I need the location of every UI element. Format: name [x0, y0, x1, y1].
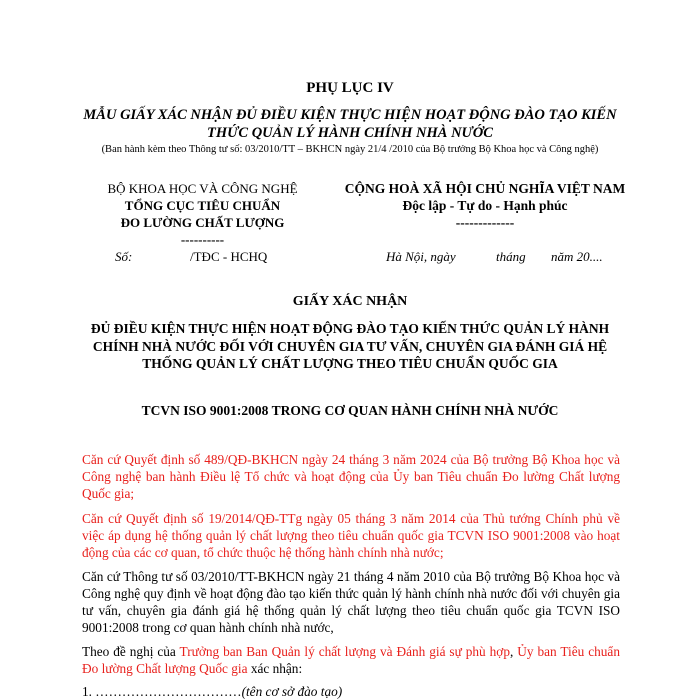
basis-paragraph-2: Căn cứ Quyết định số 19/2014/QĐ-TTg ngày 05 tháng 3 năm 2014 của Thủ tướng Chính phủ về việc áp dụng hệ thống quản lý chất lượng theo tiêu chuẩn quốc gia TCVN ISO 9001:2008 vào hoạt động của các cơ quan, tổ chức thuộc hệ thống hành chính nhà nước; [82, 511, 620, 560]
proposal-dept: Trưởng ban Ban Quản lý chất lượng và Đánh giá sự phù hợp [179, 644, 510, 659]
proposal-suffix: xác nhận: [247, 661, 303, 676]
national-divider: ------------- [455, 215, 515, 230]
proposal-sep: , [509, 644, 518, 659]
item-1-note: (tên cơ sở đào tạo) [241, 684, 343, 699]
item-1-number: 1. [82, 684, 96, 699]
certificate-standard: TCVN ISO 9001:2008 TRONG CƠ QUAN HÀNH CHÍNH NHÀ NƯỚC [141, 403, 559, 418]
issued-note: (Ban hành kèm theo Thông tư số: 03/2010/TT – BKHCN ngày 21/4 /2010 của Bộ trưởng Bộ Khoa học và Công nghệ) [101, 144, 599, 155]
date-month: tháng [496, 249, 526, 264]
place-date: Hà Nội, ngày [386, 249, 456, 264]
agency-ministry: BỘ KHOA HỌC VÀ CÔNG NGHỆ [107, 181, 298, 196]
so-suffix: /TĐC - HCHQ [190, 249, 268, 264]
national-title: CỘNG HOÀ XÃ HỘI CHỦ NGHĨA VIỆT NAM [344, 181, 626, 196]
national-motto: Độc lập - Tự do - Hạnh phúc [402, 198, 568, 213]
appendix-title: PHỤ LỤC IV [306, 80, 394, 96]
item-1 [82, 683, 620, 700]
proposal-paragraph [82, 643, 620, 677]
national-header [330, 180, 640, 231]
proposal-prefix: Theo đề nghị của [82, 644, 180, 659]
proposal-agency: Ủy ban Tiêu chuẩn Đo lường Chất lượng Quốc gia [82, 644, 620, 676]
certificate-title: GIẤY XÁC NHẬN [292, 294, 408, 309]
basis-paragraph-1: Căn cứ Quyết định số 489/QĐ-BKHCN ngày 24 tháng 3 năm 2024 của Bộ trưởng Bộ Khoa học và Công nghệ ban hành Điều lệ Tổ chức và hoạt động của Ủy ban Tiêu chuẩn Đo lường Chất lượng Quốc gia; [82, 452, 620, 501]
form-title: MẪU GIẤY XÁC NHẬN ĐỦ ĐIỀU KIỆN THỰC HIỆN HOẠT ĐỘNG ĐÀO TẠO KIẾN THỨC QUẢN LÝ HÀNH CHÍNH NHÀ NƯỚC [83, 107, 617, 141]
item-1-dots: …………………………… [95, 684, 242, 699]
agency-directorate-2: ĐO LƯỜNG CHẤT LƯỢNG [120, 215, 285, 230]
agency-divider: ---------- [180, 232, 225, 247]
date-year: năm 20.... [551, 249, 603, 264]
basis-paragraph-3: Căn cứ Thông tư số 03/2010/TT-BKHCN ngày 21 tháng 4 năm 2010 của Bộ trưởng Bộ Khoa học và Công nghệ quy định về hoạt động đào tạo kiến thức quản lý hành chính nhà nước đối với chuyên gia tư vấn, chuyên gia đánh giá hệ thống quản lý chất lượng theo tiêu chuẩn quốc gia TCVN ISO 9001:2008 trong cơ quan hành chính nhà nước, [82, 569, 620, 635]
agency-directorate: TỔNG CỤC TIÊU CHUẨN [124, 198, 281, 213]
agency-header [80, 180, 325, 248]
so-label: Số: [115, 249, 133, 264]
certificate-subtitle: ĐỦ ĐIỀU KIỆN THỰC HIỆN HOẠT ĐỘNG ĐÀO TẠO KIẾN THỨC QUẢN LÝ HÀNH CHÍNH NHÀ NƯỚC ĐỐI VỚI CHUYÊN GIA TƯ VẤN, CHUYÊN GIA ĐÁNH GIÁ HỆ THỐNG QUẢN LÝ CHẤT LƯỢNG THEO TIÊU CHUẨN QUỐC GIA [90, 321, 610, 371]
